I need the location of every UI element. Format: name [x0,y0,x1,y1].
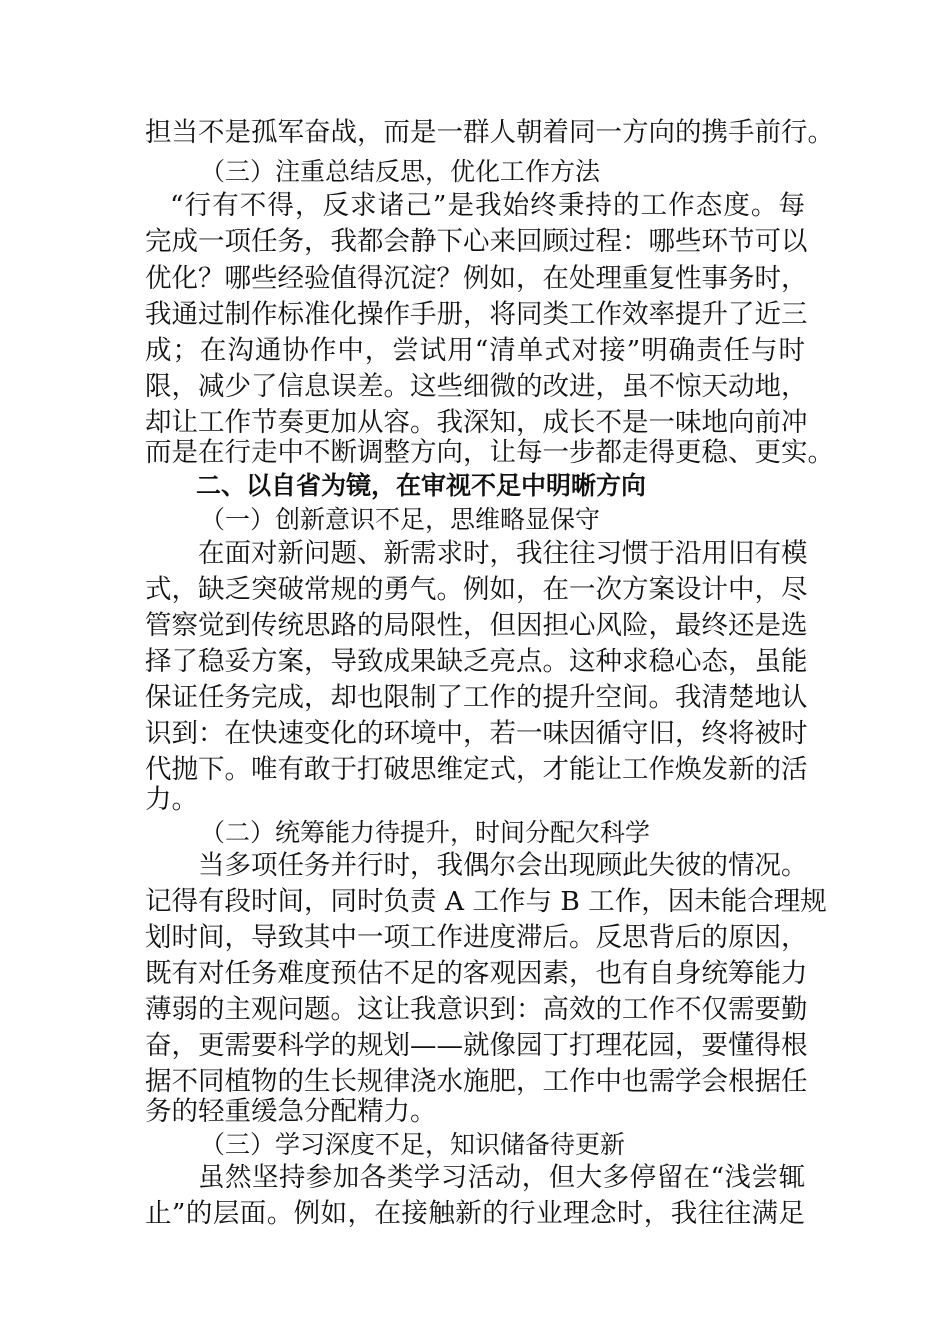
paragraph-line: 而是在行走中不断调整方向，让每一步都走得更稳、更实。 [145,437,834,468]
paragraph-line: 务的轻重缓急分配精力。 [145,1096,437,1127]
paragraph-line: 识到：在快速变化的环境中，若一味因循守旧，终将被时 [145,718,808,749]
paragraph-line: 限，减少了信息误差。这些细微的改进，虽不惊天动地， [145,371,808,402]
paragraph-line: 据不同植物的生长规律浇水施肥，工作中也需学会根据任 [145,1066,808,1097]
section-heading: （一）创新意识不足，思维略显保守 [200,505,601,534]
paragraph-line: 式，缺乏突破常规的勇气。例如，在一次方案设计中，尽 [145,574,808,605]
paragraph-line: 优化？哪些经验值得沉淀？例如，在处理重复性事务时， [145,263,808,294]
paragraph-line: 奋，更需要科学的规划——就像园丁打理花园，要懂得根 [145,1030,808,1061]
section-heading: （三）注重总结反思，优化工作方法 [200,157,601,186]
paragraph-line: 保证任务完成，却也限制了工作的提升空间。我清楚地认 [145,682,808,713]
paragraph-line: 我通过制作标准化操作手册，将同类工作效率提升了近三 [145,299,808,330]
paragraph-line: 成；在沟通协作中，尝试用“清单式对接”明确责任与时 [145,335,805,366]
paragraph-line: “行有不得，反求诸己”是我始终秉持的工作态度。每 [170,190,805,221]
paragraph-line: 择了稳妥方案，导致成果缺乏亮点。这种求稳心态，虽能 [145,646,808,677]
paragraph-line: 止”的层面。例如，在接触新的行业理念时，我往往满足 [145,1198,805,1229]
section-heading: （三）学习深度不足，知识储备待更新 [200,1130,626,1159]
paragraph-line: 完成一项任务，我都会静下心来回顾过程：哪些环节可以 [145,226,808,257]
paragraph-line: 在面对新问题、新需求时，我往往习惯于沿用旧有模 [198,538,808,569]
paragraph-line: 划时间，导致其中一项工作进度滞后。反思背后的原因， [145,922,808,953]
section-heading: （二）统筹能力待提升，时间分配欠科学 [200,818,651,847]
paragraph-line: 记得有段时间，同时负责 A 工作与 B 工作，因未能合理规 [145,886,827,917]
paragraph-line: 管察觉到传统思路的局限性，但因担心风险，最终还是选 [145,610,808,641]
paragraph-line: 代抛下。唯有敢于打破思维定式，才能让工作焕发新的活 [145,754,808,785]
paragraph-line: 虽然坚持参加各类学习活动，但大多停留在“浅尝辄 [198,1162,805,1193]
chapter-heading: 二、以自省为镜，在审视不足中明晰方向 [196,471,647,500]
paragraph-line: 力。 [145,784,198,815]
paragraph-line: 当多项任务并行时，我偶尔会出现顾此失彼的情况。 [198,850,808,881]
paragraph-line: 却让工作节奏更加从容。我深知，成长不是一味地向前冲 [145,407,808,438]
paragraph-line: 既有对任务难度预估不足的客观因素，也有自身统筹能力 [145,958,808,989]
paragraph-line: 薄弱的主观问题。这让我意识到：高效的工作不仅需要勤 [145,994,808,1025]
paragraph-line: 担当不是孤军奋战，而是一群人朝着同一方向的携手前行。 [145,117,834,148]
